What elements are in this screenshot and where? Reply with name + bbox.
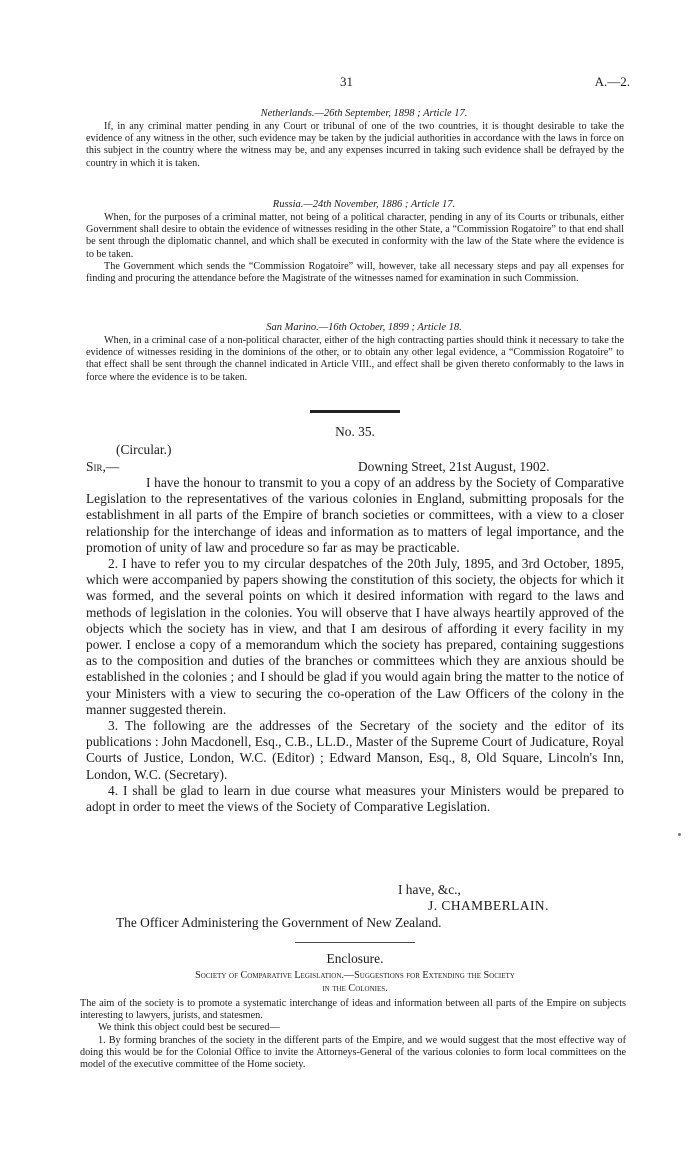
enclosure-paragraph: We think this object could best be secured— — [98, 1022, 280, 1034]
despatch-paragraph: 2. I have to refer you to my circular despatches of the 20th July, 1895, and 3rd October, 1895, which were accompanied by papers showing the constitution of this society, the objects for which it was formed, and the several points on which it desired information with regard to the laws and methods of legislation in the colonies. You will observe that I have always heartily approved of the objects which the society has in view, and that I am desirous of affording it every facility in my power. I enclose a copy of a memorandum which the society has prepared, containing suggestions as to the composition and duties of the branches or committees which they are anxious should be established in the colonies ; and I should be glad if you would again bring the matter to the notice of your Ministers with a view to securing the co-operation of the Law Officers of the colony in the manner suggested therein. — [86, 556, 624, 717]
enclosure-title-line: in the Colonies. — [322, 982, 388, 994]
treaty-caption: Netherlands.—26th September, 1898 ; Article 17. — [260, 108, 468, 119]
section-divider — [86, 942, 624, 943]
despatch-number: No. 35. — [335, 424, 375, 439]
treaty-caption: Russia.—24th November, 1886 ; Article 17. — [272, 199, 456, 210]
treaty-paragraph: If, in any criminal matter pending in any Court or tribunal of one of the two countries, it is thought desirable to take the evidence of any witness in the other, such evidence may be taken by the judicial authorities in accordance with the laws in force on this subject in the country where the witness may be, and any expenses incurred in taking such evidence shall be defrayed by the country in which it is taken. — [86, 121, 624, 169]
page-header — [86, 74, 630, 94]
enclosure-title-line: Society of Comparative Legislation.—Suggestions for Extending the Society — [195, 970, 515, 981]
treaty-caption: San Marino.—16th October, 1899 ; Article 18. — [266, 322, 462, 333]
signature: J. CHAMBERLAIN. — [428, 898, 549, 913]
section-divider — [86, 410, 624, 413]
salutation: Sir,— — [86, 459, 120, 474]
enclosure-body — [80, 998, 626, 1071]
treaty-paragraph: When, in a criminal case of a non-political character, either of the high contracting parties should think it necessary to take the evidence of witnesses residing in the dominions of the other, or to obtain any other legal evidence, a “Commission Rogatoire” to that effect shall be sent through the channel indicated in Article VIII., and effect shall be given thereto conformably to the laws in force where the evidence is to be taken. — [86, 335, 624, 383]
despatch-paragraph: 4. I shall be glad to learn in due course what measures your Ministers would be prepared to adopt in order to meet the views of the Society of Comparative Legislation. — [86, 782, 624, 815]
treaty-russia — [86, 198, 624, 285]
addressee: The Officer Administering the Government of New Zealand. — [116, 915, 442, 930]
treaty-san-marino — [86, 321, 624, 384]
paper-code: A.—2. — [594, 74, 630, 89]
place-date: Downing Street, 21st August, 1902. — [358, 459, 550, 474]
despatch-body — [86, 475, 624, 815]
enclosure-heading: Enclosure. — [326, 951, 384, 966]
treaty-netherlands — [86, 107, 624, 170]
circular-label: (Circular.) — [116, 442, 172, 457]
margin-mark — [678, 833, 681, 836]
page-number: 31 — [340, 74, 353, 89]
enclosure-paragraph: 1. By forming branches of the society in the different parts of the Empire, and we would suggest that the most effective way of doing this would be for the Colonial Office to invite the Attorneys-General of the various colonies to form local committees on the model of the executive committee of the Home society. — [80, 1034, 626, 1071]
despatch-paragraph: 3. The following are the addresses of the Secretary of the society and the editor of its publications : John Macdonell, Esq., C.B., LL.D., Master of the Supreme Court of Judicature, Royal Courts of Justice, London, W.C. (Editor) ; Edward Manson, Esq., 8, Old Square, Lincoln's Inn, London, W.C. (Secretary). — [86, 718, 624, 782]
closing: I have, &c., — [398, 882, 461, 897]
treaty-paragraph: When, for the purposes of a criminal matter, not being of a political character, pending in any of its Courts or tribunals, either Government shall desire to obtain the evidence of witnesses residing in the other State, a “Commission Rogatoire” to that end shall be sent through the diplomatic channel, and which shall be executed in conformity with the law of the State where the evidence is to be taken. — [86, 212, 624, 260]
enclosure-paragraph: The aim of the society is to promote a systematic interchange of ideas and information between all parts of the Empire on subjects interesting to lawyers, jurists, and statesmen. — [80, 998, 626, 1022]
enclosure-title — [86, 970, 624, 995]
treaty-paragraph: The Government which sends the “Commission Rogatoire” will, however, take all necessary steps and pay all expenses for finding and procuring the attendance before the Magistrate of the witnesses named for examination in such Commission. — [86, 260, 624, 285]
despatch-paragraph: I have the honour to transmit to you a copy of an address by the Society of Comparative Legislation to the representatives of the various colonies in England, submitting proposals for the establishment in all parts of the Empire of branch societies or committees, with a view to a closer relationship for the interchange of ideas and information as to matters of legal importance, and the promotion of unity of law and procedure so far as may be practicable. — [86, 475, 624, 555]
